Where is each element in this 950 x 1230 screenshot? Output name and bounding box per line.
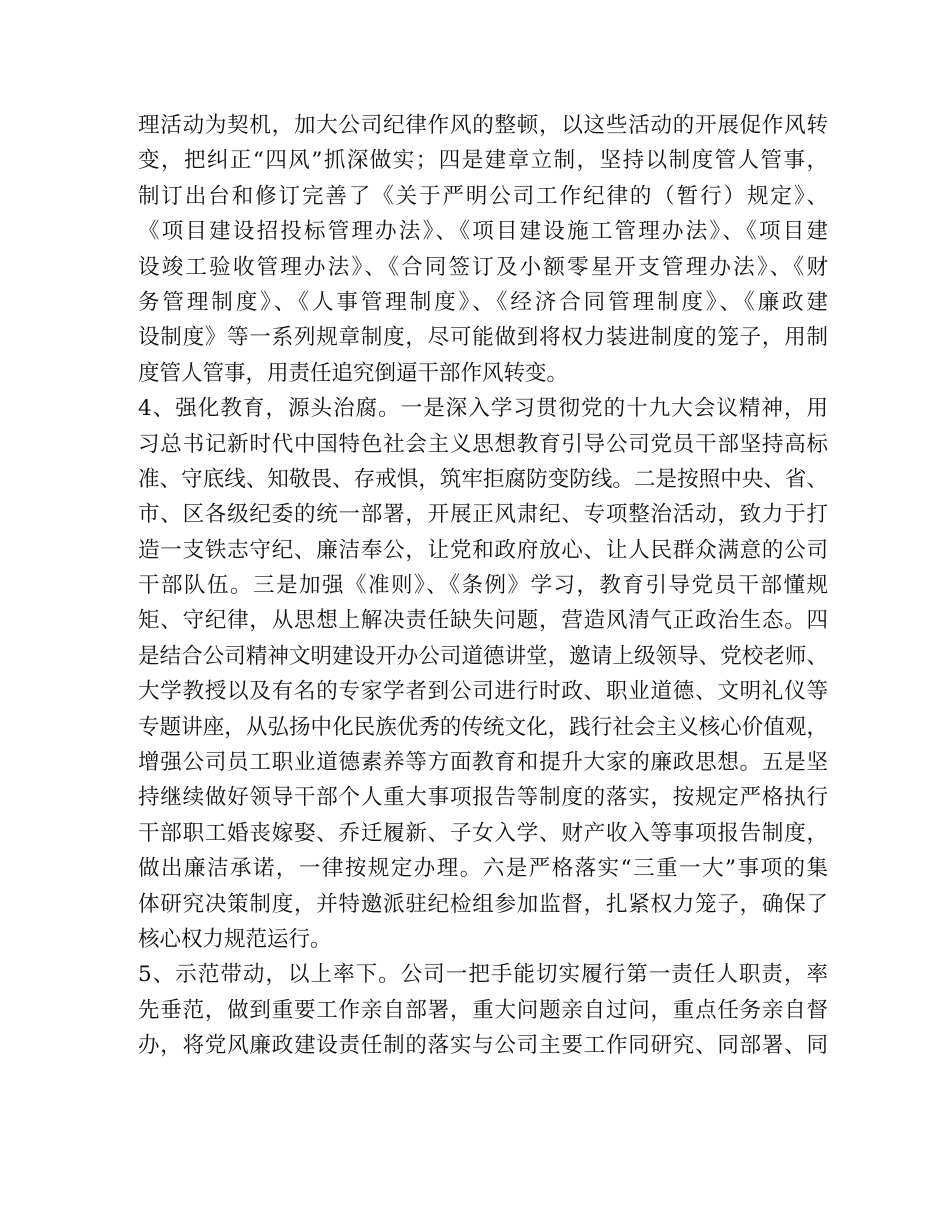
text-line: 专题讲座，从弘扬中化民族优秀的传统文化，践行社会主义核心价值观， xyxy=(138,714,828,740)
text-line: 制订出台和修订完善了《关于严明公司工作纪律的（暂行）规定》、 xyxy=(138,183,828,209)
text-line: 准、守底线、知敬畏、存戒惧，筑牢拒腐防变防线。二是按照中央、省、 xyxy=(138,466,828,492)
text-line: 4、强化教育，源头治腐。一是深入学习贯彻党的十九大会议精神，用 xyxy=(138,396,828,422)
text-line: 变，把纠正“四风”抓深做实；四是建章立制，坚持以制度管人管事， xyxy=(138,148,828,174)
body-text xyxy=(138,108,828,1064)
text-line: 办，将党风廉政建设责任制的落实与公司主要工作同研究、同部署、同 xyxy=(138,1033,828,1059)
text-line: 务管理制度》、《人事管理制度》、《经济合同管理制度》、《廉政建 xyxy=(138,289,828,315)
text-line: 设制度》等一系列规章制度，尽可能做到将权力装进制度的笼子，用制 xyxy=(138,325,828,351)
text-line: 5、示范带动，以上率下。公司一把手能切实履行第一责任人职责，率 xyxy=(138,962,828,988)
text-line: 持继续做好领导干部个人重大事项报告等制度的落实，按规定严格执行 xyxy=(138,785,828,811)
text-line: 先垂范，做到重要工作亲自部署，重大问题亲自过问，重点任务亲自督 xyxy=(138,997,828,1023)
text-line: 做出廉洁承诺，一律按规定办理。六是严格落实“三重一大”事项的集 xyxy=(138,856,828,882)
text-line: 干部职工婚丧嫁娶、乔迁履新、子女入学、财产收入等事项报告制度， xyxy=(138,820,828,846)
text-line: 设竣工验收管理办法》、《合同签订及小额零星开支管理办法》、《财 xyxy=(138,254,828,280)
text-line: 干部队伍。三是加强《准则》、《条例》学习，教育引导党员干部懂规 xyxy=(138,573,828,599)
text-line: 理活动为契机，加大公司纪律作风的整顿，以这些活动的开展促作风转 xyxy=(138,113,828,138)
text-line: 造一支铁志守纪、廉洁奉公，让党和政府放心、让人民群众满意的公司 xyxy=(138,537,828,563)
text-line: 是结合公司精神文明建设开办公司道德讲堂，邀请上级领导、党校老师、 xyxy=(138,643,828,669)
text-line: 核心权力规范运行。 xyxy=(138,926,332,952)
text-line: 度管人管事，用责任追究倒逼干部作风转变。 xyxy=(138,360,569,386)
text-line: 习总书记新时代中国特色社会主义思想教育引导公司党员干部坚持高标 xyxy=(138,431,828,457)
text-line: 矩、守纪律，从思想上解决责任缺失问题，营造风清气正政治生态。四 xyxy=(138,608,828,634)
text-line: 体研究决策制度，并特邀派驻纪检组参加监督，扎紧权力笼子，确保了 xyxy=(138,891,828,917)
text-line: 大学教授以及有名的专家学者到公司进行时政、职业道德、文明礼仪等 xyxy=(138,679,828,705)
text-line: 《项目建设招投标管理办法》、《项目建设施工管理办法》、《项目建 xyxy=(138,219,828,245)
text-line: 增强公司员工职业道德素养等方面教育和提升大家的廉政思想。五是坚 xyxy=(138,750,828,776)
text-line: 市、区各级纪委的统一部署，开展正风肃纪、专项整治活动，致力于打 xyxy=(138,502,828,528)
